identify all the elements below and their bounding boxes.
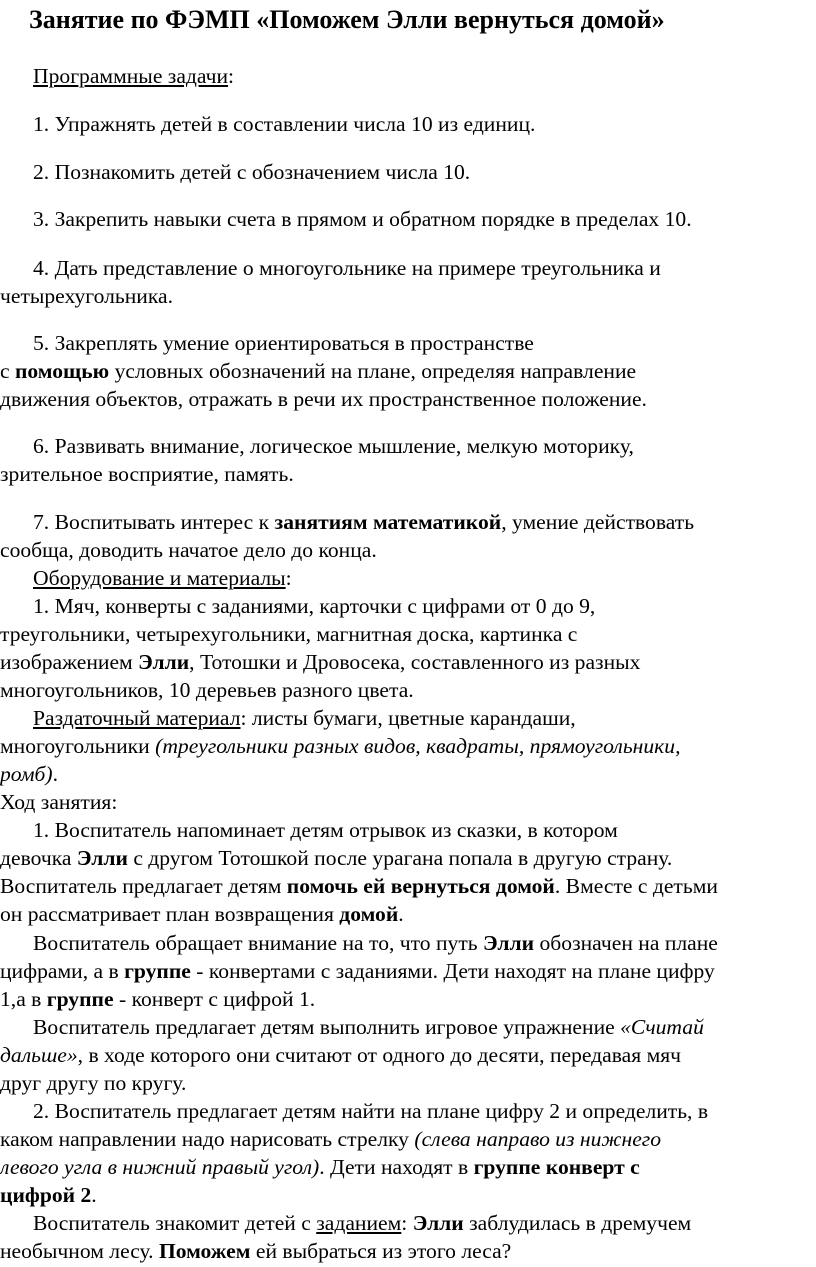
task-7-line-2: сообща, доводить начатое дело до конца. <box>0 538 377 562</box>
handout-line-1: Раздаточный материал: листы бумаги, цветные карандаши, <box>33 706 576 730</box>
course-p2-line-1: Воспитатель обращает внимание на то, что путь Элли обозначен на плане <box>33 931 718 955</box>
task-1: 1. Упражнять детей в составлении числа 10 из единиц. <box>33 112 536 136</box>
course-heading: Ход занятия: <box>0 790 118 814</box>
course-p4-line-4: цифрой 2. <box>0 1183 97 1207</box>
course-p4-line-3: левого угла в нижний правый угол). Дети находят в группе конверт с <box>0 1155 640 1179</box>
course-p5-line-1: Воспитатель знакомит детей с заданием: Элли заблудилась в дремучем <box>33 1211 692 1235</box>
equipment-line-3: изображением Элли, Тотошки и Дровосека, составленного из разных <box>0 650 641 674</box>
course-p3-line-1: Воспитатель предлагает детям выполнить игровое упражнение «Считай <box>33 1015 704 1039</box>
task-7-line-1: 7. Воспитывать интерес к занятиям математикой, умение действовать <box>33 510 695 534</box>
equipment-line-1: 1. Мяч, конверты с заданиями, карточки с цифрами от 0 до 9, <box>33 594 596 618</box>
task-3: 3. Закрепить навыки счета в прямом и обратном порядке в пределах 10. <box>33 207 692 231</box>
course-p2-line-3: 1,а в группе - конверт с цифрой 1. <box>0 987 316 1011</box>
task-2: 2. Познакомить детей с обозначением числа 10. <box>33 160 471 184</box>
course-p1-line-3: Воспитатель предлагает детям помочь ей вернуться домой. Вместе с детьми <box>0 874 718 898</box>
equipment-line-2: треугольники, четырехугольники, магнитная доска, картинка с <box>0 622 578 646</box>
task-5-line-1: 5. Закреплять умение ориентироваться в пространстве <box>33 331 534 355</box>
tasks-heading: Программные задачи: <box>33 64 235 88</box>
page-title: Занятие по ФЭМП «Поможем Элли вернуться домой» <box>29 5 665 34</box>
handout-line-2: многоугольники (треугольники разных видов, квадраты, прямоугольники, <box>0 734 681 758</box>
course-p2-line-2: цифрами, а в группе - конвертами с заданиями. Дети находят на плане цифру <box>0 959 715 983</box>
task-5-line-3: движения объектов, отражать в речи их пространственное положение. <box>0 387 647 411</box>
task-6-line-2: зрительное восприятие, память. <box>0 462 294 486</box>
course-p1-line-4: он рассматривает план возвращения домой. <box>0 902 404 926</box>
task-4-line-1: 4. Дать представление о многоугольнике на примере треугольника и <box>33 256 661 280</box>
course-p4-line-2: каком направлении надо нарисовать стрелку (слева направо из нижнего <box>0 1127 662 1151</box>
tasks-label: Программные задачи <box>33 64 229 88</box>
task-4-line-2: четырехугольника. <box>0 284 173 308</box>
equipment-line-4: многоугольников, 10 деревьев разного цвета. <box>0 678 414 702</box>
equipment-label: Оборудование и материалы <box>33 566 286 590</box>
handout-line-3: ромб). <box>0 762 59 786</box>
handout-label: Раздаточный материал <box>33 706 241 730</box>
task-6-line-1: 6. Развивать внимание, логическое мышление, мелкую моторику, <box>33 434 634 458</box>
course-p1-line-2: девочка Элли с другом Тотошкой после урагана попала в другую страну. <box>0 846 673 870</box>
course-p5-line-2: необычном лесу. Поможем ей выбраться из этого леса? <box>0 1239 512 1263</box>
course-p3-line-3: друг другу по кругу. <box>0 1071 187 1095</box>
equipment-heading: Оборудование и материалы: <box>33 566 292 590</box>
course-p1-line-1: 1. Воспитатель напоминает детям отрывок из сказки, в котором <box>33 818 618 842</box>
course-p3-line-2: дальше», в ходе которого они считают от одного до десяти, передавая мяч <box>0 1043 682 1067</box>
course-p4-line-1: 2. Воспитатель предлагает детям найти на плане цифру 2 и определить, в <box>33 1099 709 1123</box>
task-5-line-2: с помощью условных обозначений на плане, определяя направление <box>0 359 637 383</box>
